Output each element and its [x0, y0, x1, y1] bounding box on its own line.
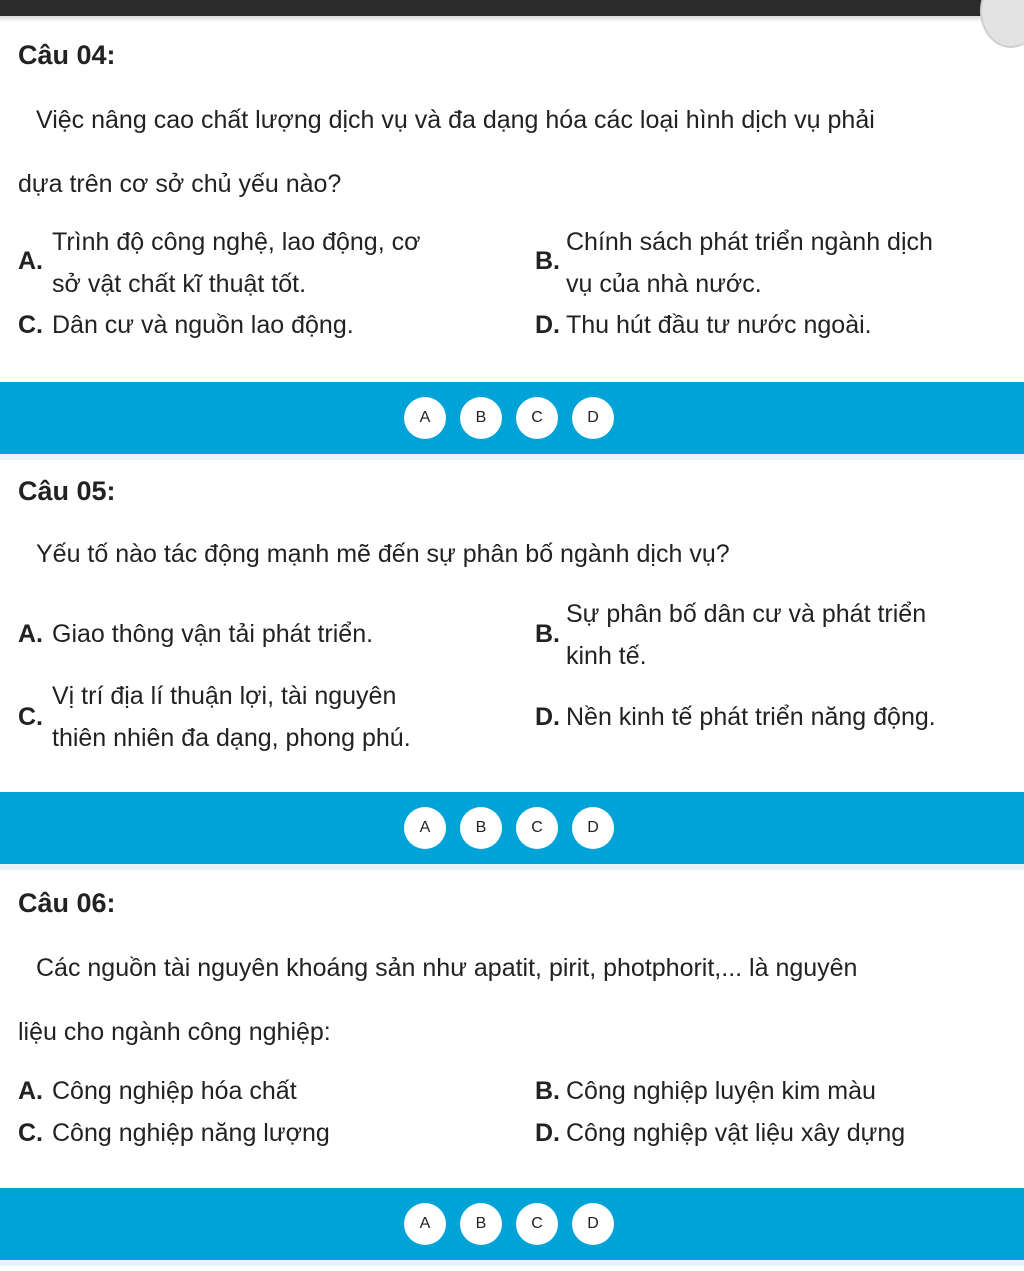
option-text: Công nghiệp năng lượng	[52, 1119, 330, 1147]
option-letter: B.	[535, 620, 560, 648]
question-text-line: Việc nâng cao chất lượng dịch vụ và đa dạng hóa các loại hình dịch vụ phải	[36, 106, 875, 134]
answer-bar	[0, 792, 1024, 864]
option-text-line: sở vật chất kĩ thuật tốt.	[52, 270, 307, 298]
answer-button-d[interactable]: D	[572, 397, 614, 439]
option-text	[566, 221, 933, 305]
option-text: Công nghiệp vật liệu xây dựng	[566, 1119, 906, 1147]
option-letter: B.	[535, 247, 560, 275]
question-text-line: liệu cho ngành công nghiệp:	[18, 1018, 331, 1046]
divider	[0, 454, 1024, 460]
option-letter: A.	[18, 620, 43, 648]
option-letter: D.	[535, 703, 560, 731]
answer-button-c[interactable]: C	[516, 807, 558, 849]
option-text: Thu hút đầu tư nước ngoài.	[566, 311, 872, 339]
question-title: Câu 06:	[18, 888, 116, 918]
answer-button-c[interactable]: C	[516, 397, 558, 439]
answer-button-a[interactable]: A	[404, 807, 446, 849]
option-text: Dân cư và nguồn lao động.	[52, 311, 354, 339]
option-text-line: Trình độ công nghệ, lao động, cơ	[52, 228, 421, 256]
option-text: Công nghiệp hóa chất	[52, 1077, 297, 1105]
option-text	[52, 675, 411, 759]
question-title: Câu 04:	[18, 40, 116, 70]
question-title: Câu 05:	[18, 476, 116, 506]
divider	[0, 1260, 1024, 1266]
option-text-line: Sự phân bố dân cư và phát triển	[566, 600, 927, 628]
option-text	[566, 593, 926, 677]
option-letter: B.	[535, 1077, 560, 1105]
divider	[0, 864, 1024, 870]
option-letter: C.	[18, 703, 43, 731]
question-text-line: Yếu tố nào tác động mạnh mẽ đến sự phân bố ngành dịch vụ?	[36, 540, 730, 568]
question-text	[18, 88, 1014, 216]
top-bar-shadow	[0, 16, 1024, 22]
question-text	[18, 522, 1014, 586]
answer-button-b[interactable]: B	[460, 397, 502, 439]
answer-button-a[interactable]: A	[404, 1203, 446, 1245]
option-text-line: kinh tế.	[566, 642, 647, 670]
option-text-line: thiên nhiên đa dạng, phong phú.	[52, 724, 411, 752]
option-letter: C.	[18, 311, 43, 339]
option-text-line: Chính sách phát triển ngành dịch	[566, 228, 933, 256]
option-text-line: Vị trí địa lí thuận lợi, tài nguyên	[52, 682, 397, 710]
corner-overlay-thumb[interactable]	[980, 0, 1024, 48]
question-text-line: Các nguồn tài nguyên khoáng sản như apatit, pirit, photphorit,... là nguyên	[36, 954, 858, 982]
option-letter: C.	[18, 1119, 43, 1147]
option-letter: A.	[18, 1077, 43, 1105]
answer-button-a[interactable]: A	[404, 397, 446, 439]
answer-button-c[interactable]: C	[516, 1203, 558, 1245]
question-text	[18, 936, 1014, 1064]
answer-bar	[0, 382, 1024, 454]
answer-bar	[0, 1188, 1024, 1260]
top-status-bar	[0, 0, 1024, 16]
option-letter: D.	[535, 1119, 560, 1147]
answer-button-b[interactable]: B	[460, 1203, 502, 1245]
option-text: Nền kinh tế phát triển năng động.	[566, 703, 936, 731]
option-text: Công nghiệp luyện kim màu	[566, 1077, 876, 1105]
option-text	[52, 221, 421, 305]
answer-button-d[interactable]: D	[572, 807, 614, 849]
option-letter: D.	[535, 311, 560, 339]
option-letter: A.	[18, 247, 43, 275]
answer-button-b[interactable]: B	[460, 807, 502, 849]
option-text-line: vụ của nhà nước.	[566, 270, 762, 298]
question-text-line: dựa trên cơ sở chủ yếu nào?	[18, 170, 342, 198]
option-text: Giao thông vận tải phát triển.	[52, 620, 374, 648]
answer-button-d[interactable]: D	[572, 1203, 614, 1245]
